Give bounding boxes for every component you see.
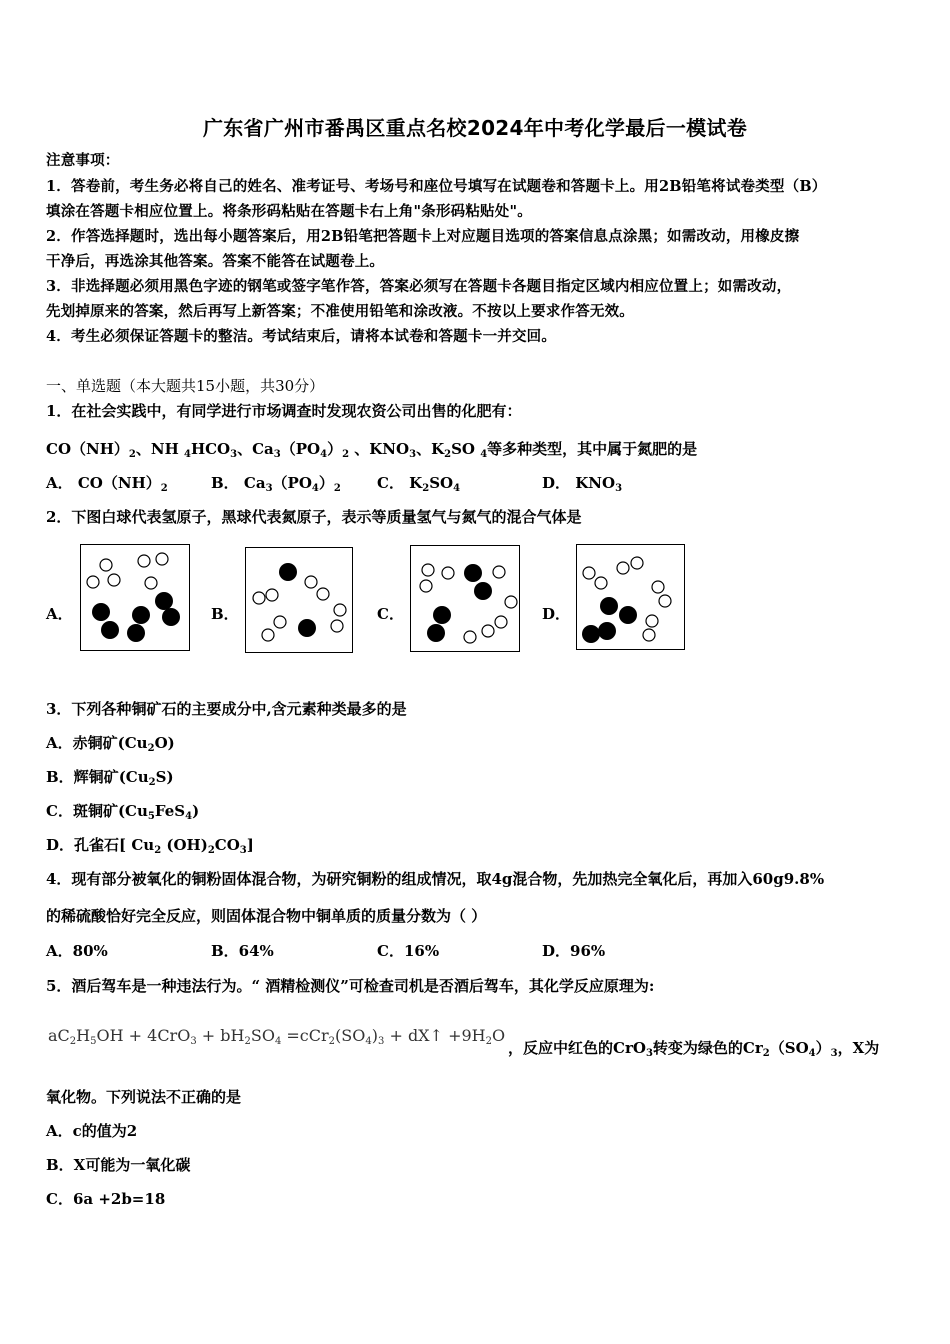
notice-line-3: 2．作答选择题时，选出每小题答案后，用2B铅笔把答题卡上对应题目选项的答案信息点涂黑；如需改动，用橡皮擦 xyxy=(46,228,800,245)
notice-heading: 注意事项： xyxy=(46,152,120,169)
notice-line-5: 3．非选择题必须用黑色字迹的钢笔或签字笔作答，答案必须写在答题卡各题目指定区域内相应位置上；如需改动， xyxy=(46,278,792,295)
q2-stem: 2．下图白球代表氢原子，黑球代表氮原子，表示等质量氢气与氮气的混合气体是 xyxy=(46,508,582,526)
q1-option-c[interactable]: C． $K_2SO_4$ xyxy=(377,474,461,494)
page-title: 广东省广州市番禺区重点名校2024年中考化学最后一模试卷 xyxy=(202,116,748,140)
q4-option-a[interactable]: A．80% xyxy=(46,942,108,960)
notice-line-1: 1．答卷前，考生务必将自己的姓名、准考证号、考场号和座位号填写在试题卷和答题卡上。用2B铅笔将试卷类型（B） xyxy=(46,178,827,195)
q2-label-c[interactable]: C． xyxy=(377,605,404,623)
q4-stem-line-1: 4．现有部分被氧化的铜粉固体混合物，为研究铜粉的组成情况，取4g混合物，先加热完全氧化后，再加入60g9.8% xyxy=(46,870,825,888)
q1-list-suffix: 等多种类型，其中属于氮肥的是 xyxy=(487,440,698,458)
notice-line-2: 填涂在答题卡相应位置上。将条形码粘贴在答题卡右上角"条形码粘贴处"。 xyxy=(46,203,532,220)
q5-option-b[interactable]: B．X可能为一氧化碳 xyxy=(46,1156,191,1174)
q3-option-b[interactable]: B．辉铜矿$(Cu_2S)$ xyxy=(46,768,174,788)
q1-option-d[interactable]: D． $KNO_3$ xyxy=(542,474,623,494)
section-heading: 一、单选题（本大题共15小题，共30分） xyxy=(46,377,325,395)
q5-option-c[interactable]: C．6a +2b=18 xyxy=(46,1190,166,1208)
q5-equation: $aC_2H_5OH + 4CrO_3 + bH_2SO_4 =cCr_2(SO_4)_3$ + dX↑ $+9H_2O$ xyxy=(48,1026,506,1047)
q4-stem-line-2: 的稀硫酸恰好完全反应，则固体混合物中铜单质的质量分数为（ ） xyxy=(46,907,487,925)
q2-figure-a[interactable] xyxy=(80,544,190,651)
notice-line-4: 干净后，再选涂其他答案。答案不能答在试题卷上。 xyxy=(46,253,385,270)
q5-equation-tail: ，反应中红色的CrO$_3$转变为绿色的$Cr_2(SO_4)_3$，X为 xyxy=(508,1039,880,1059)
q2-label-d[interactable]: D． xyxy=(542,605,571,623)
q3-option-d[interactable]: D．孔雀石[ $Cu_2$ $(OH)_2CO_3$] xyxy=(46,836,254,856)
q4-option-c[interactable]: C．16% xyxy=(377,942,440,960)
q2-figure-d[interactable] xyxy=(576,544,685,650)
q2-label-a[interactable]: A． xyxy=(46,605,73,623)
q1-option-b[interactable]: B． $Ca_3(PO_4)_2$ xyxy=(211,474,341,494)
q5-stem: 5．酒后驾车是一种违法行为。“ 酒精检测仪”可检查司机是否酒后驾车，其化学反应原理为: xyxy=(46,977,655,995)
q1-option-a[interactable]: A． $CO(NH)_2$ xyxy=(46,474,168,494)
q5-option-a[interactable]: A．c的值为2 xyxy=(46,1122,138,1140)
q2-figure-b[interactable] xyxy=(245,547,353,653)
q3-stem: 3．下列各种铜矿石的主要成分中,含元素种类最多的是 xyxy=(46,700,407,718)
q4-option-b[interactable]: B．64% xyxy=(211,942,274,960)
notice-line-7: 4．考生必须保证答题卡的整洁。考试结束后，请将本试卷和答题卡一并交回。 xyxy=(46,328,557,345)
q3-option-a[interactable]: A．赤铜矿$(Cu_2O)$ xyxy=(46,734,175,754)
q5-stem-line-2: 氧化物。下列说法不正确的是 xyxy=(46,1088,242,1106)
notice-line-6: 先划掉原来的答案，然后再写上新答案；不准使用铅笔和涂改液。不按以上要求作答无效。 xyxy=(46,303,634,320)
q1-stem: 1．在社会实践中，有同学进行市场调查时发现农资公司出售的化肥有： xyxy=(46,402,522,420)
q1-fertilizer-list: $CO(NH)_2$、NH $_4HCO_3$、$Ca_3(PO_4)_2$ 、$KNO_3$、$K_2SO$ $_4$等多种类型，其中属于氮肥的是 xyxy=(46,440,698,460)
q2-label-b[interactable]: B． xyxy=(211,605,239,623)
q2-figure-c[interactable] xyxy=(410,545,520,652)
q4-option-d[interactable]: D．96% xyxy=(542,942,606,960)
q3-option-c[interactable]: C．斑铜矿$(Cu_5FeS_4)$ xyxy=(46,802,200,822)
